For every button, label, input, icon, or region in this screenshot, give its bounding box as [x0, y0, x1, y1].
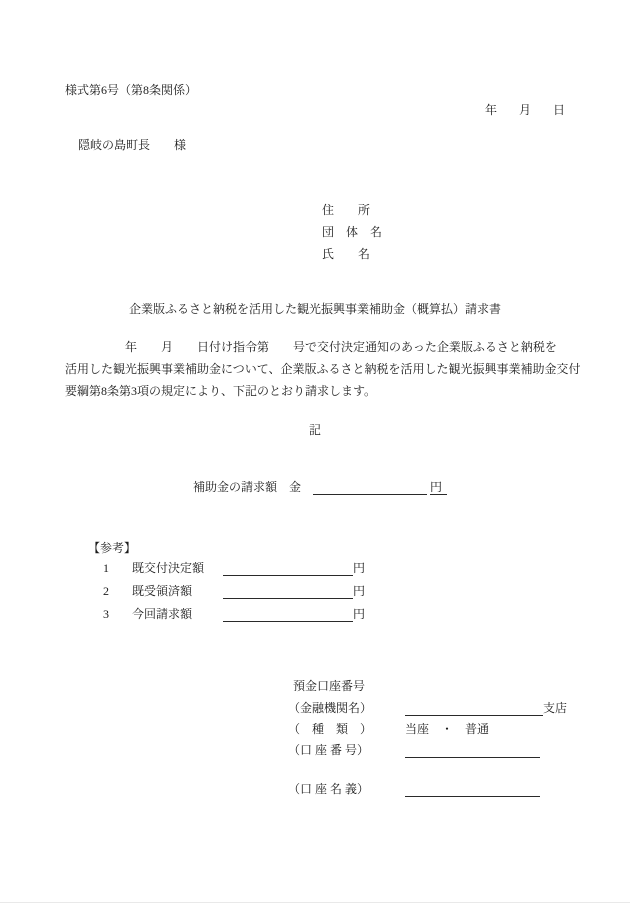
bank-section-heading: 預金口座番号 [293, 679, 366, 693]
request-amount-row [193, 478, 447, 495]
bank-account-number-field[interactable] [405, 742, 540, 758]
applicant-address-label[interactable]: 住 所 [322, 203, 371, 217]
reference-heading: 【参考】 [88, 541, 137, 555]
body-line: 年 月 日付け指令第 号で交付決定通知のあった企業版ふるさと納税を [65, 340, 557, 354]
bank-institution-row [288, 700, 567, 716]
body-line: 活用した観光振興事業補助金について、企業版ふるさと納税を活用した観光振興事業補助金交付 [65, 362, 581, 376]
applicant-org-label[interactable]: 団 体 名 [322, 225, 383, 239]
body-line: 要綱第8条第3項の規定により、下記のとおり請求します。 [65, 384, 377, 398]
reference-item-field[interactable] [223, 560, 353, 576]
reference-list [103, 560, 365, 629]
bank-account-name-field[interactable] [405, 781, 540, 797]
request-amount-label: 補助金の請求額 金 [193, 480, 302, 494]
reference-item-unit: 円 [353, 607, 366, 621]
bank-account-name-row [288, 781, 540, 797]
reference-item-unit: 円 [353, 584, 366, 598]
form-number: 様式第6号（第8条関係） [65, 83, 198, 97]
reference-item-number: 2 [103, 584, 109, 598]
request-amount-unit: 円 [430, 478, 447, 495]
bank-account-number-label: （口 座 番 号） [288, 743, 370, 757]
bank-type-options[interactable]: 当座 ・ 普通 [405, 722, 490, 736]
bank-type-row [288, 721, 489, 737]
reference-item-1 [103, 560, 365, 576]
reference-item-label: 既受領済額 [132, 584, 193, 598]
record-marker: 記 [308, 423, 321, 437]
reference-item-field[interactable] [223, 583, 353, 599]
document-title: 企業版ふるさと納税を活用した観光振興事業補助金（概算払）請求書 [128, 302, 501, 316]
addressee: 隠岐の島町長 様 [78, 138, 187, 152]
bank-type-label: （ 種 類 ） [288, 722, 373, 736]
body-paragraph [65, 336, 581, 402]
applicant-name-label[interactable]: 氏 名 [322, 247, 371, 261]
date-field[interactable]: 年 月 日 [484, 103, 570, 117]
bank-account-name-label: （口 座 名 義） [288, 782, 370, 796]
bank-institution-suffix: 支店 [543, 701, 568, 715]
bank-account-number-row [288, 742, 540, 758]
reference-item-number: 3 [103, 607, 109, 621]
bank-institution-field[interactable] [405, 700, 543, 716]
request-amount-field[interactable] [313, 479, 427, 495]
reference-item-label: 今回請求額 [132, 607, 193, 621]
reference-item-field[interactable] [223, 606, 353, 622]
reference-item-3 [103, 606, 365, 622]
reference-item-unit: 円 [353, 561, 366, 575]
reference-item-label: 既交付決定額 [132, 561, 205, 575]
reference-item-2 [103, 583, 365, 599]
bank-institution-label: （金融機関名） [288, 701, 373, 715]
reference-item-number: 1 [103, 561, 109, 575]
applicant-block [322, 199, 382, 265]
